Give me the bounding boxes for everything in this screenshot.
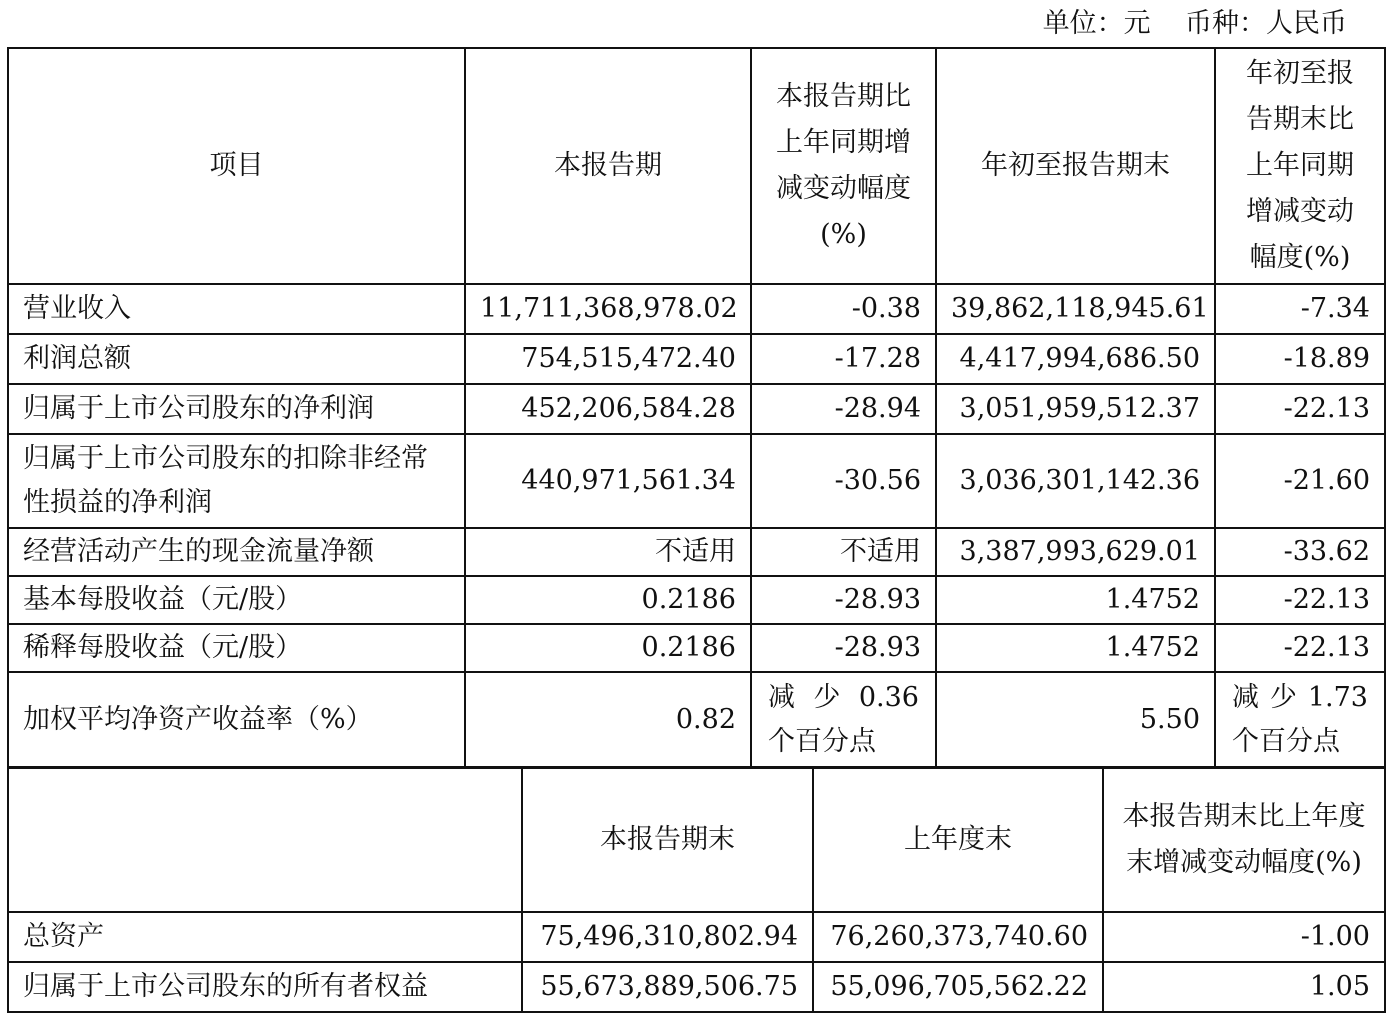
row-current: 0.82 xyxy=(465,672,751,768)
row-item: 总资产 xyxy=(8,912,522,962)
row-current-change: -28.94 xyxy=(751,384,936,434)
row-current-change: 减 少 0.36 个百分点 xyxy=(751,672,936,768)
row-ytd-change: -22.13 xyxy=(1215,576,1385,624)
header-item xyxy=(8,768,522,912)
row-current-change: -17.28 xyxy=(751,334,936,384)
row-current: 11,711,368,978.02 xyxy=(465,284,751,334)
row-item: 经营活动产生的现金流量净额 xyxy=(8,528,465,576)
table-row xyxy=(8,528,1385,576)
row-period-end: 75,496,310,802.94 xyxy=(522,912,813,962)
row-current: 0.2186 xyxy=(465,624,751,672)
row-ytd: 4,417,994,686.50 xyxy=(936,334,1215,384)
table-row xyxy=(8,912,1385,962)
header-ytd: 年初至报告期末 xyxy=(936,48,1215,284)
row-change: -1.00 xyxy=(1103,912,1385,962)
row-period-end: 55,673,889,506.75 xyxy=(522,962,813,1012)
row-item: 基本每股收益（元/股） xyxy=(8,576,465,624)
row-item: 营业收入 xyxy=(8,284,465,334)
row-change: 1.05 xyxy=(1103,962,1385,1012)
row-ytd: 39,862,118,945.61 xyxy=(936,284,1215,334)
header-ytd-change: 年初至报告期末比上年同期增减变动幅度(%) xyxy=(1215,48,1385,284)
row-ytd: 3,387,993,629.01 xyxy=(936,528,1215,576)
row-ytd-change: -22.13 xyxy=(1215,384,1385,434)
row-ytd: 5.50 xyxy=(936,672,1215,768)
header-period-end: 本报告期末 xyxy=(522,768,813,912)
row-ytd-change: -18.89 xyxy=(1215,334,1385,384)
row-current-change: 不适用 xyxy=(751,528,936,576)
row-item: 利润总额 xyxy=(8,334,465,384)
header-change: 本报告期末比上年度末增减变动幅度(%) xyxy=(1103,768,1385,912)
row-current: 452,206,584.28 xyxy=(465,384,751,434)
header-current-change: 本报告期比上年同期增减变动幅度(%) xyxy=(751,48,936,284)
row-current: 440,971,561.34 xyxy=(465,434,751,528)
table-row xyxy=(8,434,1385,528)
table-header-row xyxy=(8,48,1385,284)
row-current: 754,515,472.40 xyxy=(465,334,751,384)
row-ytd-change: -7.34 xyxy=(1215,284,1385,334)
row-ytd-change: -33.62 xyxy=(1215,528,1385,576)
row-item: 加权平均净资产收益率（%） xyxy=(8,672,465,768)
row-item: 稀释每股收益（元/股） xyxy=(8,624,465,672)
financial-data-table xyxy=(7,47,1386,769)
table-row xyxy=(8,962,1385,1012)
table-row xyxy=(8,384,1385,434)
row-ytd: 3,051,959,512.37 xyxy=(936,384,1215,434)
header-item: 项目 xyxy=(8,48,465,284)
row-current-change: -30.56 xyxy=(751,434,936,528)
row-current: 不适用 xyxy=(465,528,751,576)
balance-sheet-table xyxy=(7,766,1386,1013)
row-current: 0.2186 xyxy=(465,576,751,624)
row-ytd-change: -21.60 xyxy=(1215,434,1385,528)
row-item: 归属于上市公司股东的净利润 xyxy=(8,384,465,434)
row-ytd: 1.4752 xyxy=(936,576,1215,624)
row-item: 归属于上市公司股东的所有者权益 xyxy=(8,962,522,1012)
header-current-period: 本报告期 xyxy=(465,48,751,284)
row-current-change: -0.38 xyxy=(751,284,936,334)
row-ytd: 3,036,301,142.36 xyxy=(936,434,1215,528)
table-header-row xyxy=(8,768,1385,912)
row-ytd-change: -22.13 xyxy=(1215,624,1385,672)
table-row xyxy=(8,334,1385,384)
row-item: 归属于上市公司股东的扣除非经常性损益的净利润 xyxy=(8,434,465,528)
unit-currency-note: 单位：元 币种：人民币 xyxy=(1042,8,1347,39)
row-current-change: -28.93 xyxy=(751,624,936,672)
row-prior-year-end: 76,260,373,740.60 xyxy=(813,912,1103,962)
table-row xyxy=(8,284,1385,334)
header-prior-year-end: 上年度末 xyxy=(813,768,1103,912)
table-row xyxy=(8,576,1385,624)
table-row xyxy=(8,672,1385,768)
row-current-change: -28.93 xyxy=(751,576,936,624)
table-row xyxy=(8,624,1385,672)
row-ytd-change: 减 少 1.73 个百分点 xyxy=(1215,672,1385,768)
row-ytd: 1.4752 xyxy=(936,624,1215,672)
row-prior-year-end: 55,096,705,562.22 xyxy=(813,962,1103,1012)
